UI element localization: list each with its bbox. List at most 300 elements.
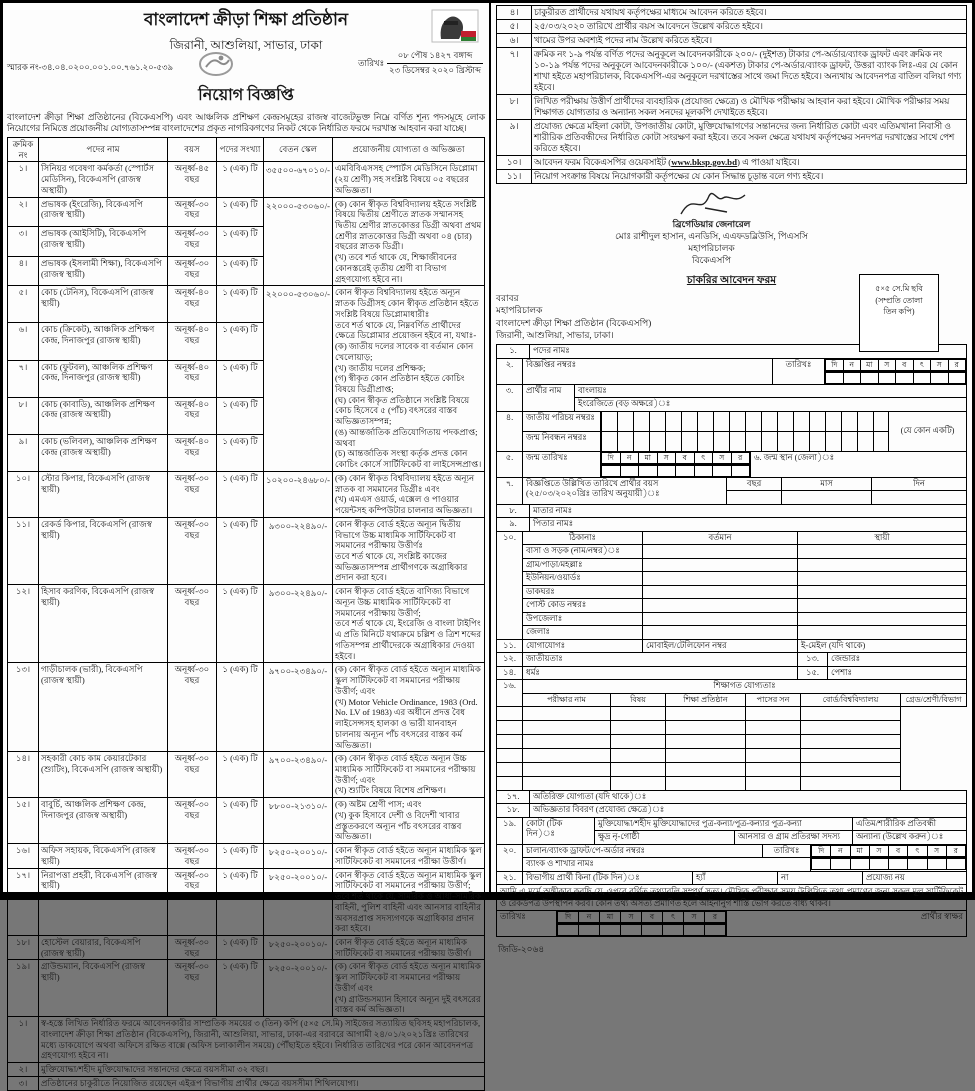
age-years-header: বছর [727, 477, 782, 491]
address-row-label: গ্রাম/পাড়া/মহল্লাঃ [523, 558, 643, 572]
age-limit: অনূর্ধ্ব-৩০ বছর [168, 585, 217, 663]
education-entry-cell [801, 720, 901, 734]
post-count: ১ (এক) টি [217, 397, 264, 434]
digit-box [633, 431, 650, 452]
digit-box [825, 431, 842, 452]
date-unit-label: ন [579, 912, 600, 923]
date-letter-boxes [825, 358, 967, 371]
digit-box [617, 431, 634, 452]
form-field-extra-qualification [497, 790, 967, 804]
pay-scale: ৩৫৫০০-৬৭০১০/- [264, 162, 333, 197]
field-number: ১৩. [798, 653, 828, 667]
date-unit-label: স [931, 359, 949, 370]
qualification: কোন স্বীকৃত বোর্ড হইতে অন্যূন দ্বিতীয় বিভাগে উচ্চ মাধ্যমিক সার্টিফিকেট বা সমমানের পরীক্ষায় উত্তীর্ণঃ তবে শর্ত থাকে যে, সংশ্লিষ্ট কাজের অভিজ্ঞতাসম্পন্ন প্রার্থীগণকে অগ্রাধিকার প্রদান করা হবে। [333, 517, 485, 584]
row-serial: ১০। [8, 471, 39, 517]
education-entry-cell [666, 762, 746, 776]
education-entry-cell [523, 734, 611, 748]
position-name: সহকারী কোচ কাম কেয়ারটেকার (শ্যুটিং), বিকেএসপি (রাজস্ব অস্থায়ী) [39, 752, 168, 798]
digit-box [665, 411, 682, 432]
position-name: প্রভাষক (আইসিটি), বিকেএসপি (রাজস্ব স্থায়ী) [39, 227, 168, 257]
education-empty-row [497, 762, 967, 776]
note-text: লিখিত পরীক্ষায় উত্তীর্ণ প্রার্থীদের ব্যবহারিক (প্রযোজ্য ক্ষেত্রে) ও মৌখিক পরীক্ষায় আহবান করা হইবে। মৌখিক পরীক্ষার সময় শিক্ষাগত যোগ্যতার ও অন্যান্য সকল সনদের মূলকপি দেখাইতে হইবে। [532, 94, 967, 119]
age-limit: অনূর্ধ্ব-৪০ বছর [168, 323, 217, 360]
date-unit-label: ৎ [913, 359, 931, 370]
address-row-label: পোস্ট কোড নম্বরঃ [523, 599, 643, 613]
field-label: পদের নামঃ [530, 345, 967, 359]
education-entry-cell [746, 706, 801, 720]
field-label: যোগাযোগঃ [523, 639, 643, 653]
date-box [869, 859, 888, 870]
digit-box [729, 431, 746, 452]
field-number: ৫. [497, 451, 523, 477]
form-field-nationality-gender [497, 653, 967, 667]
date-box [558, 925, 579, 936]
form-field-experience [497, 804, 967, 818]
address-row-label: ডাকঘরঃ [523, 585, 643, 599]
note-text: খামের উপর অবশ্যই পদের নাম উল্লেখ করিতে হইবে। [532, 33, 967, 47]
digit-box [745, 411, 762, 432]
digit-box [697, 431, 714, 452]
signatory-block [496, 184, 967, 273]
digit-box [665, 431, 682, 452]
digit-box [697, 411, 714, 432]
pay-scale: ১০২০০-২৪৬৮০/- [264, 471, 333, 517]
field-number: ১৯. [497, 817, 523, 844]
position-name: গ্রাউন্ডম্যান, বিকেএসপি (রাজস্ব স্থায়ী) [39, 960, 168, 1017]
instruction-row [497, 119, 967, 155]
education-entry-cell [611, 748, 666, 762]
quota-option: মুক্তিযোদ্ধা/শহীদ মুক্তিযোদ্ধাদের পুত্র-কন্যা/পুত্র-কন্যার পুত্র-কন্যা [595, 817, 853, 831]
note-number: ৪। [497, 6, 532, 20]
row-serial: ৫। [8, 286, 39, 323]
application-form [496, 344, 967, 937]
date-bangla: ০৮ পৌষ ১৪২৭ বঙ্গাব্দ [387, 49, 483, 64]
field-number: ১৪. [497, 666, 523, 680]
date-label: তারিখঃ [763, 844, 811, 858]
field-label: প্রার্থীর নাম [523, 384, 575, 411]
date-box [861, 372, 879, 383]
age-limit: অনূর্ধ্ব-৪০ বছর [168, 286, 217, 323]
table-row [8, 844, 485, 868]
row-serial: ২। [8, 197, 39, 227]
date-unit-label: ৎ [663, 912, 684, 923]
field-label: জাতীয় পরিচয় নম্বরঃ [523, 411, 601, 431]
table-row [8, 663, 485, 752]
qualification: (ক) অষ্টম শ্রেণী পাস; এবং (খ) কুক হিসাবে দেশী ও বিদেশী খাবার প্রস্তুতকরণে অন্যূন পাঁচ বৎসরের বাস্তব অভিজ্ঞতা। [333, 798, 485, 844]
position-name: প্রভাষক (ইসলামী শিক্ষা), বিকেএসপি (রাজস্ব স্থায়ী) [39, 256, 168, 286]
bank-label: ব্যাংক ও শাখার নামঃ [523, 858, 811, 872]
document-title: নিয়োগ বিজ্ঞপ্তি [198, 87, 294, 104]
date-unit-label: মা [850, 845, 869, 856]
post-count: ১ (এক) টি [217, 663, 264, 752]
address-present-header: বর্তমান [643, 531, 798, 545]
post-count: ১ (এক) টি [217, 360, 264, 397]
education-entry-cell [523, 720, 611, 734]
pay-scale: ৮২৫০-২০০১০/- [264, 844, 333, 868]
application-column [491, 3, 972, 955]
date-unit-label: স [621, 912, 642, 923]
date-label: তারিখঃ [773, 358, 825, 384]
edu-col-grade: গ্রেড/শ্রেণী/বিভাগ [901, 693, 967, 706]
post-count: ১ (এক) টি [217, 227, 264, 257]
note-number: ১১। [497, 169, 532, 183]
quota-row [497, 817, 967, 831]
education-entry-cell [523, 762, 611, 776]
field-label: পিতার নামঃ [530, 518, 967, 532]
date-box [908, 859, 927, 870]
row-serial: ১। [8, 162, 39, 197]
photo-box-label: তিন কপি) [883, 306, 915, 316]
education-entry-cell [801, 706, 901, 720]
quota-option: ক্ষুদ্র নৃ-গোষ্ঠী [595, 831, 735, 845]
address-row-label: বাসা ও সড়ক (নাম/নম্বর)ঃ [523, 545, 643, 559]
any-one-label: (যে কোন একটি) [889, 411, 967, 451]
form-field-payment [496, 844, 967, 872]
table-row [8, 471, 485, 517]
nationality-label: জাতীয়তাঃ [523, 653, 798, 667]
date-box [579, 925, 600, 936]
pay-scale: ৮২৫০-২০০১০/- [264, 960, 333, 1017]
addressee-line: বরাবর [496, 293, 519, 304]
instruction-row [497, 6, 967, 20]
date-box [731, 465, 750, 476]
address-permanent-cell [798, 585, 967, 599]
date-unit-label: দি [812, 845, 831, 856]
note-number: ২। [8, 1063, 39, 1077]
digit-box [649, 431, 666, 452]
position-name: কোচ (টেনিস), বিকেএসপি (রাজস্ব স্থায়ী) [39, 286, 168, 323]
table-row [8, 585, 485, 663]
address-permanent-cell [798, 545, 967, 559]
address-row [497, 545, 967, 559]
post-count: ১ (এক) টি [217, 585, 264, 663]
education-entry-cell [523, 706, 611, 720]
table-row [8, 752, 485, 798]
table-row [8, 868, 485, 935]
field-number: ৪. [497, 411, 523, 451]
row-serial: ৪। [8, 256, 39, 286]
bksp-logo [199, 51, 233, 82]
col-header-post-name: পদের নাম [39, 137, 168, 161]
date-box [676, 465, 695, 476]
quota-option: আনসার ও গ্রাম প্রতিরক্ষা সদস্য [735, 831, 853, 845]
education-empty-row [497, 776, 967, 790]
note-number: ৬। [497, 33, 532, 47]
instructions-table [496, 5, 967, 184]
date-box [600, 925, 621, 936]
education-entry-cell [497, 748, 523, 762]
post-count: ১ (এক) টি [217, 323, 264, 360]
address-row [497, 585, 967, 599]
education-entry-cell [611, 776, 666, 790]
mujib-100-logo [431, 9, 479, 48]
note-text: প্রতিষ্ঠানের চাকুরীতে নিয়োজিত রয়েছেন এইরূপ বিভাগীয় প্রার্থীর ক্ষেত্রে বয়সসীমা শিথিলযোগ্য। [39, 1076, 485, 1090]
field-number: ১৭. [497, 790, 530, 804]
digit-box [809, 411, 826, 432]
pay-scale: ৮২৫০-২০০১০/- [264, 935, 333, 959]
form-field-nid [497, 411, 967, 431]
address-row [497, 572, 967, 586]
field-number: ১৮. [497, 804, 530, 818]
date-unit-label: দি [826, 359, 844, 370]
date-unit-label: স [927, 845, 946, 856]
date-unit-label: ৎ [694, 452, 713, 463]
date-unit-label: ব [896, 359, 914, 370]
age-limit: অনূর্ধ্ব-৩০ বছর [168, 517, 217, 584]
education-entry-cell [497, 776, 523, 790]
address-label: ঠিকানাঃ [523, 531, 643, 545]
date-unit-label: ৎ [908, 845, 927, 856]
date-unit-label: ন [831, 845, 850, 856]
row-serial: ১১। [8, 517, 39, 584]
qualification: (ক) কোন স্বীকৃত বোর্ড হইতে অন্যূন মাধ্যমিক স্কুল সার্টিফিকেট বা সমমানের পরীক্ষায় উত্তীর্ণ; এবং (খ) Motor Vehicle Ordinance, 1983 (Ord. No. LV of 1983) এর অধীনে প্রদত্ত বৈধ লাইসেন্সসহ হালকা ও ভারী যানবাহন চালনায় অন্যূন পাঁচ বৎসরের বাস্তব কর্ম অভিজ্ঞতা। [333, 663, 485, 752]
position-name: কোচ (ফুটবল), আঞ্চলিক প্রশিক্ষণ কেন্দ্র, দিনাজপুর (রাজস্ব স্থায়ী) [39, 360, 168, 397]
photo-box-label: ৫×৫ সে.মি ছবি [875, 284, 923, 294]
form-field-contact [497, 639, 967, 653]
date-signature-block [496, 910, 967, 937]
digit-box [841, 411, 858, 432]
form-field-age [497, 477, 967, 491]
address-permanent-cell [798, 626, 967, 640]
row-serial: ১৪। [8, 752, 39, 798]
name-english-cell: ইংরেজিতে (বড় অক্ষরে)ঃ [575, 398, 967, 412]
education-entry-cell [611, 734, 666, 748]
date-box [889, 859, 908, 870]
table-row [8, 935, 485, 959]
education-entry-cell [746, 748, 801, 762]
field-number: ২০. [497, 844, 523, 871]
address-present-cell [643, 626, 798, 640]
note-text: নিয়োগ সংক্রান্ত বিষয়ে নিয়োগকারী কর্তৃপক্ষের যে কোন সিদ্ধান্ত চূড়ান্ত বলে গণ্য হইবে। [532, 169, 967, 183]
qualification: কোন স্বীকৃত বোর্ড হইতে অন্যূন মাধ্যমিক স্কুল সার্টিফিকেট বা সমমানের পরীক্ষা উত্তীর্ণ। [333, 844, 485, 868]
age-days-header: দিন [872, 477, 967, 491]
mobile-cell: মোবাইল/টেলিফোন নম্বর [643, 639, 798, 653]
birth-reg-digit-boxes [601, 431, 889, 451]
field-number: ১১. [497, 639, 523, 653]
education-empty-row [497, 748, 967, 762]
education-entry-cell [746, 734, 801, 748]
gender-label: জেন্ডারঃ [828, 653, 967, 667]
nid-digit-boxes [601, 411, 889, 431]
address-permanent-cell [798, 599, 967, 613]
row-serial: ৮। [8, 397, 39, 434]
date-box [639, 465, 658, 476]
note-text: ক্রমিক নং ১-৯ পর্যন্ত বর্ণিত পদের অনুকূলে আবেদনকারীকে ২০০/- (দুইশত) টাকার পে-অর্ডার/ব্যাংক ড্রাফট এবং ক্রমিক নং ১০-১৯ পর্যন্ত পদের অনুকূলে আবেদনকারীকে ১০০/- (একশত) টাকার পে-অর্ডার/ব্যাংক ড্রাফট, উত্তরা ব্যাংক লিঃ-এর যে কোন শাখা হইতে মহাপরিচালক, বিকেএসপি-এর অনুকূলে দরখাস্তের সাথে জমা দিতে হইবে। অন্যথায় আবেদনপত্র বাতিল বলিয়া গণ্য হইবে। [532, 47, 967, 94]
signatory-role: মহাপরিচালক [688, 243, 735, 254]
digit-box [601, 431, 618, 452]
positions-table [7, 137, 485, 1091]
address-row [497, 599, 967, 613]
field-number: ১২. [497, 653, 523, 667]
date-box [684, 925, 705, 936]
field-number: ২. [497, 358, 523, 384]
post-count: ১ (এক) টি [217, 471, 264, 517]
education-entry-cell [611, 720, 666, 734]
education-empty-row [497, 720, 967, 734]
qualification: এমবিবিএসসহ স্পোর্টস মেডিসিনে ডিপ্লোমা (২য় শ্রেণী) সহ সংশ্লিষ্ট বিষয়ে ০৫ বছরের অভিজ্ঞতা। [333, 162, 485, 197]
declaration-text: আমি এ মর্মে অঙ্গীকার করছি যে, ওপরে বর্ণিত তথ্যাবলি সম্পূর্ণ সত্য। মৌখিক পরীক্ষার সময় উল্লিখিত তথ্য প্রমাণের জন্য সকল মূল সার্টিফিকেট ও রেকর্ডপত্র উপস্থাপন করব। কোন তথ্য অসত্য প্রমাণিত হলে আইনানুগ শাস্তি ভোগ করতে বাধ্য থাকব। [497, 885, 967, 911]
post-count: ১ (এক) টি [217, 960, 264, 1017]
age-days-cell [872, 491, 967, 505]
position-name: বাবুর্চি, আঞ্চলিক প্রশিক্ষণ কেন্দ্র, দিনাজপুর (রাজস্ব অস্থায়ী) [39, 798, 168, 844]
position-name: কোচ (ক্রিকেট), আঞ্চলিক প্রশিক্ষণ কেন্দ্র, দিনাজপুর (রাজস্ব স্থায়ী) [39, 323, 168, 360]
age-limit: অনূর্ধ্ব-৩০ বছর [168, 663, 217, 752]
position-name: কোচ (ভলিবল), আঞ্চলিক প্রশিক্ষণ কেন্দ্র (রাজস্ব অস্থায়ী) [39, 434, 168, 471]
address-present-cell [643, 599, 798, 613]
address-row [497, 612, 967, 626]
note-text-suffix: ) এ পাওয়া যাইবে। [736, 156, 800, 167]
digit-box [601, 411, 618, 432]
education-entry-cell [666, 720, 746, 734]
date-unit-label: ব [889, 845, 908, 856]
field-number: ৯. [497, 518, 530, 532]
row-serial: ৩। [8, 227, 39, 257]
note-text-prefix: আবেদন ফরম বিকেএসপির ওয়েবসাইট ( [534, 156, 672, 167]
date-unit-label: মা [600, 912, 621, 923]
signatory-rank: ব্রিগেডিয়ার জেনারেল [672, 218, 751, 229]
date-box [602, 465, 621, 476]
age-months-header: মাস [782, 477, 872, 491]
date-box [931, 372, 949, 383]
note-number: ১০। [497, 155, 532, 169]
digit-box [841, 431, 858, 452]
address-row-label: উপজেলাঃ [523, 612, 643, 626]
instruction-row [497, 47, 967, 94]
address-present-cell [643, 558, 798, 572]
age-limit: অনূর্ধ্ব-৩০ বছর [168, 798, 217, 844]
field-number: ১৫. [798, 666, 828, 680]
date-unit-label: দি [558, 912, 579, 923]
pay-scale-merged: ২২০০০-৫৩০৬০/- [264, 286, 333, 471]
address-permanent-header: স্থায়ী [798, 531, 967, 545]
address-row-label: জেলাঃ [523, 626, 643, 640]
table-row [8, 798, 485, 844]
digit-box [761, 411, 778, 432]
row-serial: ১৯। [8, 960, 39, 1017]
instruction-row [8, 1063, 485, 1077]
digit-box [809, 431, 826, 452]
option-yes: হ্যাঁ [693, 871, 778, 885]
digit-box [617, 411, 634, 432]
education-entry-cell [497, 706, 523, 720]
form-field-departmental [497, 871, 967, 885]
digit-box [745, 431, 762, 452]
payment-label: চালান/ব্যাংক ড্রাফট/পে-অর্ডার নম্বরঃ [523, 844, 763, 858]
field-label: মাতার নামঃ [530, 504, 967, 518]
addressee-line: বাংলাদেশ ক্রীড়া শিক্ষা প্রতিষ্ঠান (বিকেএসপি) [496, 317, 652, 328]
field-label: অভিজ্ঞতার বিবরণ (প্রযোজ্য ক্ষেত্রে)ঃ [530, 804, 967, 818]
document-header [7, 5, 485, 109]
education-entry-cell [666, 748, 746, 762]
age-limit: অনূর্ধ্ব-৩০ বছর [168, 752, 217, 798]
field-number: ১০. [497, 531, 523, 639]
photo-box [859, 274, 939, 352]
issue-date [358, 49, 483, 78]
date-unit-label: স [684, 912, 705, 923]
form-title: চাকরির আবেদন ফরম [686, 275, 777, 287]
instruction-row [8, 1017, 485, 1063]
row-serial: ১২। [8, 585, 39, 663]
col-header-serial: ক্রমিক নং [8, 137, 39, 161]
qualification: কোন স্বীকৃত বোর্ড হইতে অন্যূন মাধ্যমিক স্কুল সার্টিফিকেট বা সমমানের পরীক্ষায় উত্তীর্ণ; তবে শর্ত থাকে যে, সামরিক ও আধা-সামরিক বাহিনী, পুলিশ বাহিনী এবং আনসার বাহিনীর অবসরপ্রাপ্ত সদস্যগণকে অগ্রাধিকার প্রদান করা হইবে। [333, 868, 485, 935]
address-permanent-cell [798, 558, 967, 572]
date-unit-label: ব [676, 452, 695, 463]
note-text: মুক্তিযোদ্ধা/শহীদ মুক্তিযোদ্ধাদের সন্তানদের ক্ষেত্রে বয়সসীমা ৩২ বছর। [39, 1063, 485, 1077]
date-box [831, 859, 850, 870]
address-row-label: ইউনিয়ন/ওয়ার্ডঃ [523, 572, 643, 586]
col-header-age: বয়স [168, 137, 217, 161]
date-box [620, 465, 639, 476]
table-row [8, 517, 485, 584]
date-unit-label: র [948, 359, 966, 370]
date-unit-label: ন [843, 359, 861, 370]
education-entry-cell [746, 776, 801, 790]
date-box [927, 859, 946, 870]
row-serial: ৯। [8, 434, 39, 471]
form-field-education [496, 679, 967, 791]
form-field-birth-date [497, 451, 967, 464]
digit-box [761, 431, 778, 452]
age-limit: অনূর্ধ্ব-৩০ বছর [168, 844, 217, 868]
education-entry-cell [801, 776, 901, 790]
digit-box [681, 431, 698, 452]
option-no: না [778, 871, 863, 885]
post-count: ১ (এক) টি [217, 868, 264, 935]
education-entry-cell [746, 720, 801, 734]
form-field-religion-profession [497, 666, 967, 680]
date-unit-label: ব [642, 912, 663, 923]
post-count: ১ (এক) টি [217, 197, 264, 227]
education-entry-cell [611, 762, 666, 776]
education-entry-cell [611, 706, 666, 720]
education-empty-row [497, 706, 967, 720]
age-months-cell [782, 491, 872, 505]
age-limit: অনূর্ধ্ব-৩০ বছর [168, 227, 217, 257]
date-label: তারিখঃ [358, 57, 385, 68]
education-entry-cell [523, 776, 611, 790]
digit-box [793, 431, 810, 452]
note-text [532, 155, 967, 169]
edu-col-exam: পরীক্ষার নাম [523, 693, 611, 706]
date-gregorian: ২৩ ডিসেম্বর ২০২০ খ্রিস্টাব্দ [389, 65, 481, 75]
table-row [8, 197, 485, 227]
row-serial: ৬। [8, 323, 39, 360]
age-limit: অনূর্ধ্ব-৩০ বছর [168, 471, 217, 517]
pay-scale: ৯৭০০-২৩৪৯০/- [264, 752, 333, 798]
birth-place-label: ৬. জন্ম স্থান (জেলা)ঃ [751, 451, 967, 477]
age-limit: অনূর্ধ্ব-৩০ বছর [168, 197, 217, 227]
date-letter-boxes [811, 844, 967, 858]
position-name: হোস্টেল বেয়ারার, বিকেএসপি (রাজস্ব স্থায়ী) [39, 935, 168, 959]
education-entry-cell [523, 748, 611, 762]
circular-intro: বাংলাদেশ ক্রীড়া শিক্ষা প্রতিষ্ঠানের (বিকেএসপি) এবং আঞ্চলিক প্রশিক্ষণ কেন্দ্রসমূহের রাজস্ব বাজেটভুক্ত নিম্নে বর্ণিত শূন্য পদসমূহে লোক নিয়োগের নিমিত্তে প্রয়োজনীয় যোগ্যতাসম্পন্ন বাংলাদেশের প্রকৃত নাগরিকগণের নিকট থেকে নির্ধারিত ফরমে দরখাস্ত আহবান করা যাচ্ছে। [7, 112, 485, 134]
education-entry-cell [666, 734, 746, 748]
field-label: জন্ম নিবন্ধন নম্বরঃ [523, 431, 601, 451]
post-count: ১ (এক) টি [217, 434, 264, 471]
education-entry-cell [666, 776, 746, 790]
date-entry-boxes [811, 858, 967, 872]
edu-col-board: বোর্ড/বিশ্ববিদ্যালয় [801, 693, 901, 706]
bottom-date-row [497, 911, 967, 924]
digit-box [857, 431, 874, 452]
age-limit: অনূর্ধ্ব-৪০ বছর [168, 397, 217, 434]
row-serial: ১৫। [8, 798, 39, 844]
address-present-cell [643, 585, 798, 599]
field-number: ১৬. [497, 680, 523, 707]
date-unit-label: মা [861, 359, 879, 370]
digit-box [649, 411, 666, 432]
date-unit-label: স [869, 845, 888, 856]
